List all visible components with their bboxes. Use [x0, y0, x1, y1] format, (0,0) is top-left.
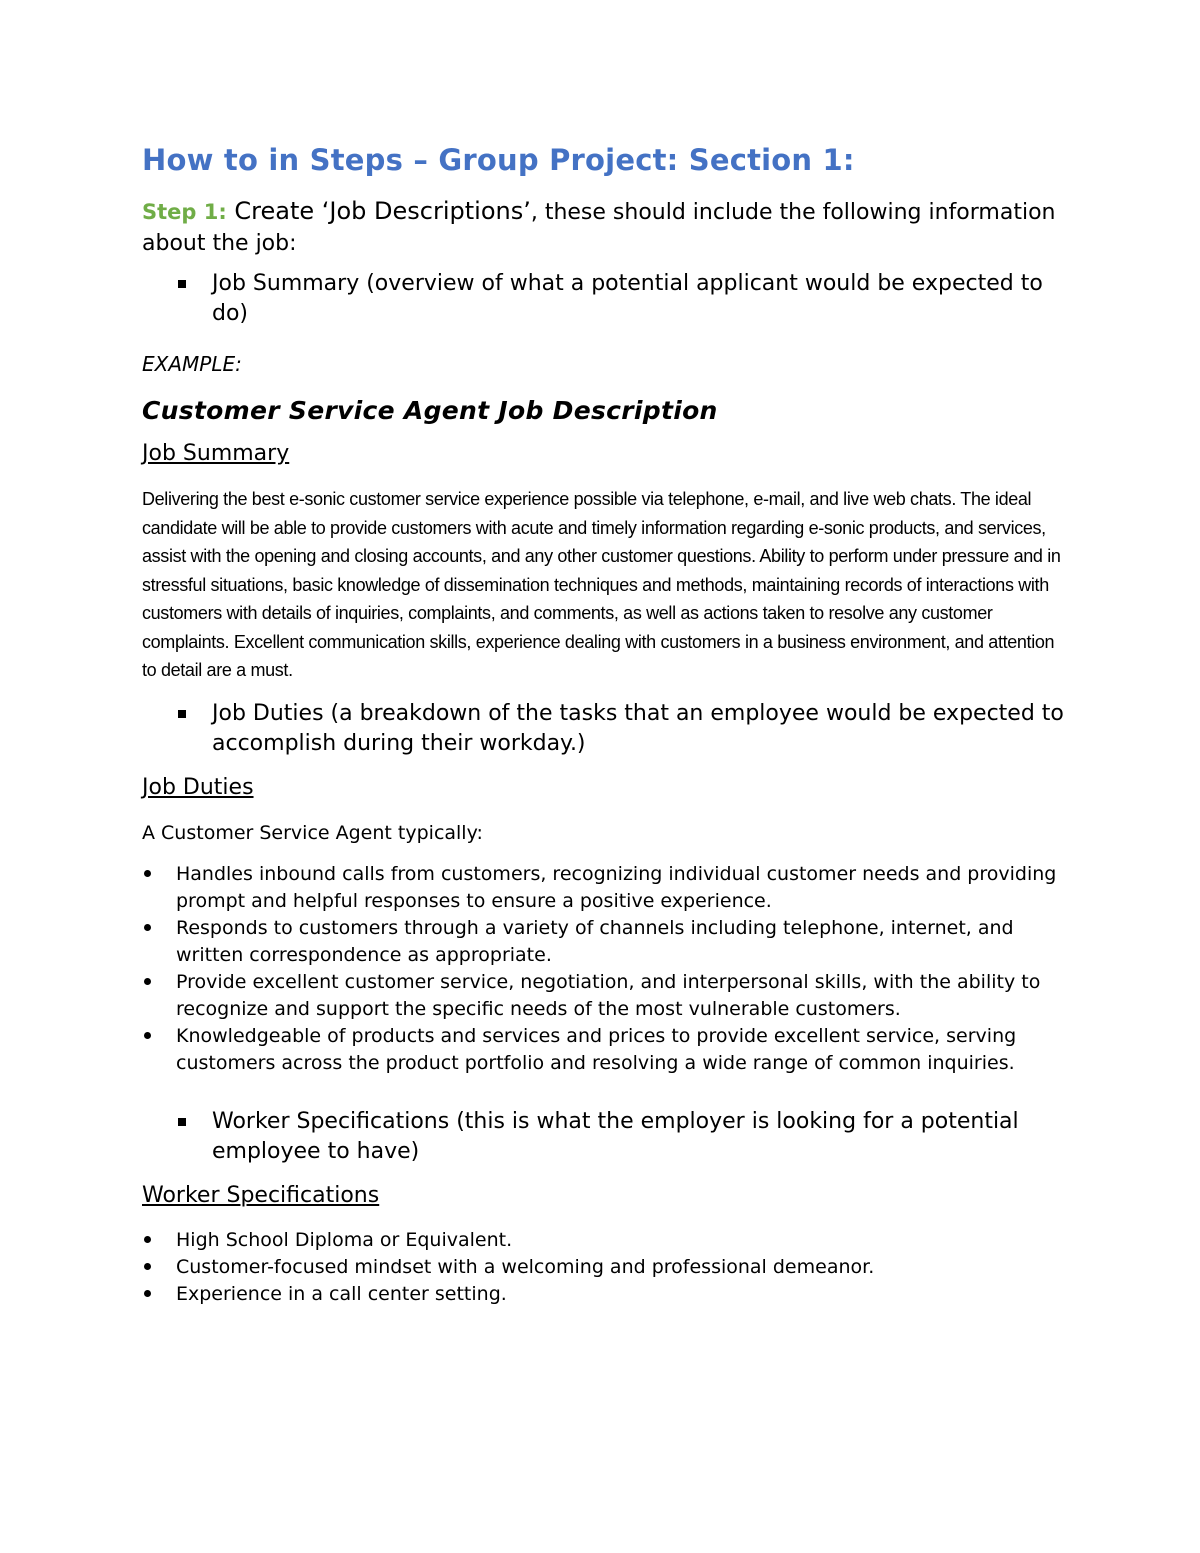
list-item: [142, 1254, 1067, 1281]
job-summary-text: Delivering the best e-sonic customer service experience possible via telephone, e-mail, and live web chats. The ideal candidate will be able to provide customers with acute and timely information regarding e-sonic products, and services, assist with the opening and closing accounts, and any other customer questions. Ability to perform under pressure and in stressful situations, basic knowledge of dissemination techniques and methods, maintaining records of interactions with customers with details of inquiries, complaints, and comments, as well as actions taken to resolve any customer complaints. Excellent communication skills, experience dealing with customers in a business environment, and attention to detail are a must.: [142, 489, 1061, 680]
job-duties-heading: Job Duties: [142, 774, 254, 800]
list-item: [142, 861, 1067, 915]
square-bullet-icon: [178, 1118, 186, 1126]
step-1-rest-text: , these should include the following information about the job:: [142, 200, 1056, 256]
list-item-text: Handles inbound calls from customers, recognizing individual customer needs and providing prompt and helpful responses to ensure a positive experience.: [176, 862, 1057, 912]
step-1-paragraph: [142, 196, 1067, 259]
document-page: [142, 140, 1067, 1308]
list-item: [142, 1281, 1067, 1308]
bullet-icon: [144, 1236, 151, 1243]
document-title: How to in Steps – Group Project: Section 1:: [142, 143, 855, 177]
bullet-job-summary: [142, 269, 1067, 329]
worker-specifications-heading: Worker Specifications: [142, 1182, 380, 1208]
job-summary-heading: Job Summary: [142, 441, 290, 466]
list-item-text: Knowledgeable of products and services and prices to provide excellent service, serving customers across the product portfolio and resolving a wide range of common inquiries.: [176, 1024, 1017, 1074]
bullet-job-duties-text: Job Duties (a breakdown of the tasks that an employee would be expected to accomplish during their workday.): [212, 700, 1064, 756]
square-bullet-icon: [178, 280, 186, 288]
step-1-label: Step 1:: [142, 200, 227, 224]
step-1-create-text: Create ‘Job Descriptions’: [226, 197, 531, 225]
bullet-icon: [144, 870, 151, 877]
bullet-worker-specifications-text: Worker Specifications (this is what the employer is looking for a potential employee to have): [212, 1108, 1019, 1164]
job-duties-intro: A Customer Service Agent typically:: [142, 821, 483, 844]
job-description-title: Customer Service Agent Job Description: [142, 396, 718, 425]
bullet-job-summary-text: Job Summary (overview of what a potential applicant would be expected to do): [212, 271, 1043, 326]
list-item: [142, 1023, 1067, 1077]
job-duties-list: [142, 861, 1067, 1077]
bullet-icon: [144, 924, 151, 931]
list-item: [142, 1227, 1067, 1254]
list-item-text: Customer-focused mindset with a welcoming and professional demeanor.: [176, 1255, 875, 1278]
bullet-icon: [144, 978, 151, 985]
list-item-text: High School Diploma or Equivalent.: [176, 1228, 513, 1251]
bullet-icon: [144, 1032, 151, 1039]
worker-specs-bullet-list: [142, 1107, 1067, 1167]
job-duties-bullet-list: [142, 699, 1067, 759]
step-1-list: [142, 269, 1067, 329]
list-item-text: Provide excellent customer service, negotiation, and interpersonal skills, with the ability to recognize and support the specific needs of the most vulnerable customers.: [176, 970, 1041, 1020]
bullet-job-duties: [142, 699, 1067, 759]
list-item: [142, 915, 1067, 969]
list-item-text: Responds to customers through a variety of channels including telephone, internet, and written correspondence as appropriate.: [176, 916, 1014, 966]
example-label: EXAMPLE:: [142, 352, 242, 376]
bullet-icon: [144, 1263, 151, 1270]
worker-specifications-list: [142, 1227, 1067, 1308]
square-bullet-icon: [178, 710, 186, 718]
bullet-icon: [144, 1290, 151, 1297]
list-item-text: Experience in a call center setting.: [176, 1282, 507, 1305]
bullet-worker-specifications: [142, 1107, 1067, 1167]
list-item: [142, 969, 1067, 1023]
